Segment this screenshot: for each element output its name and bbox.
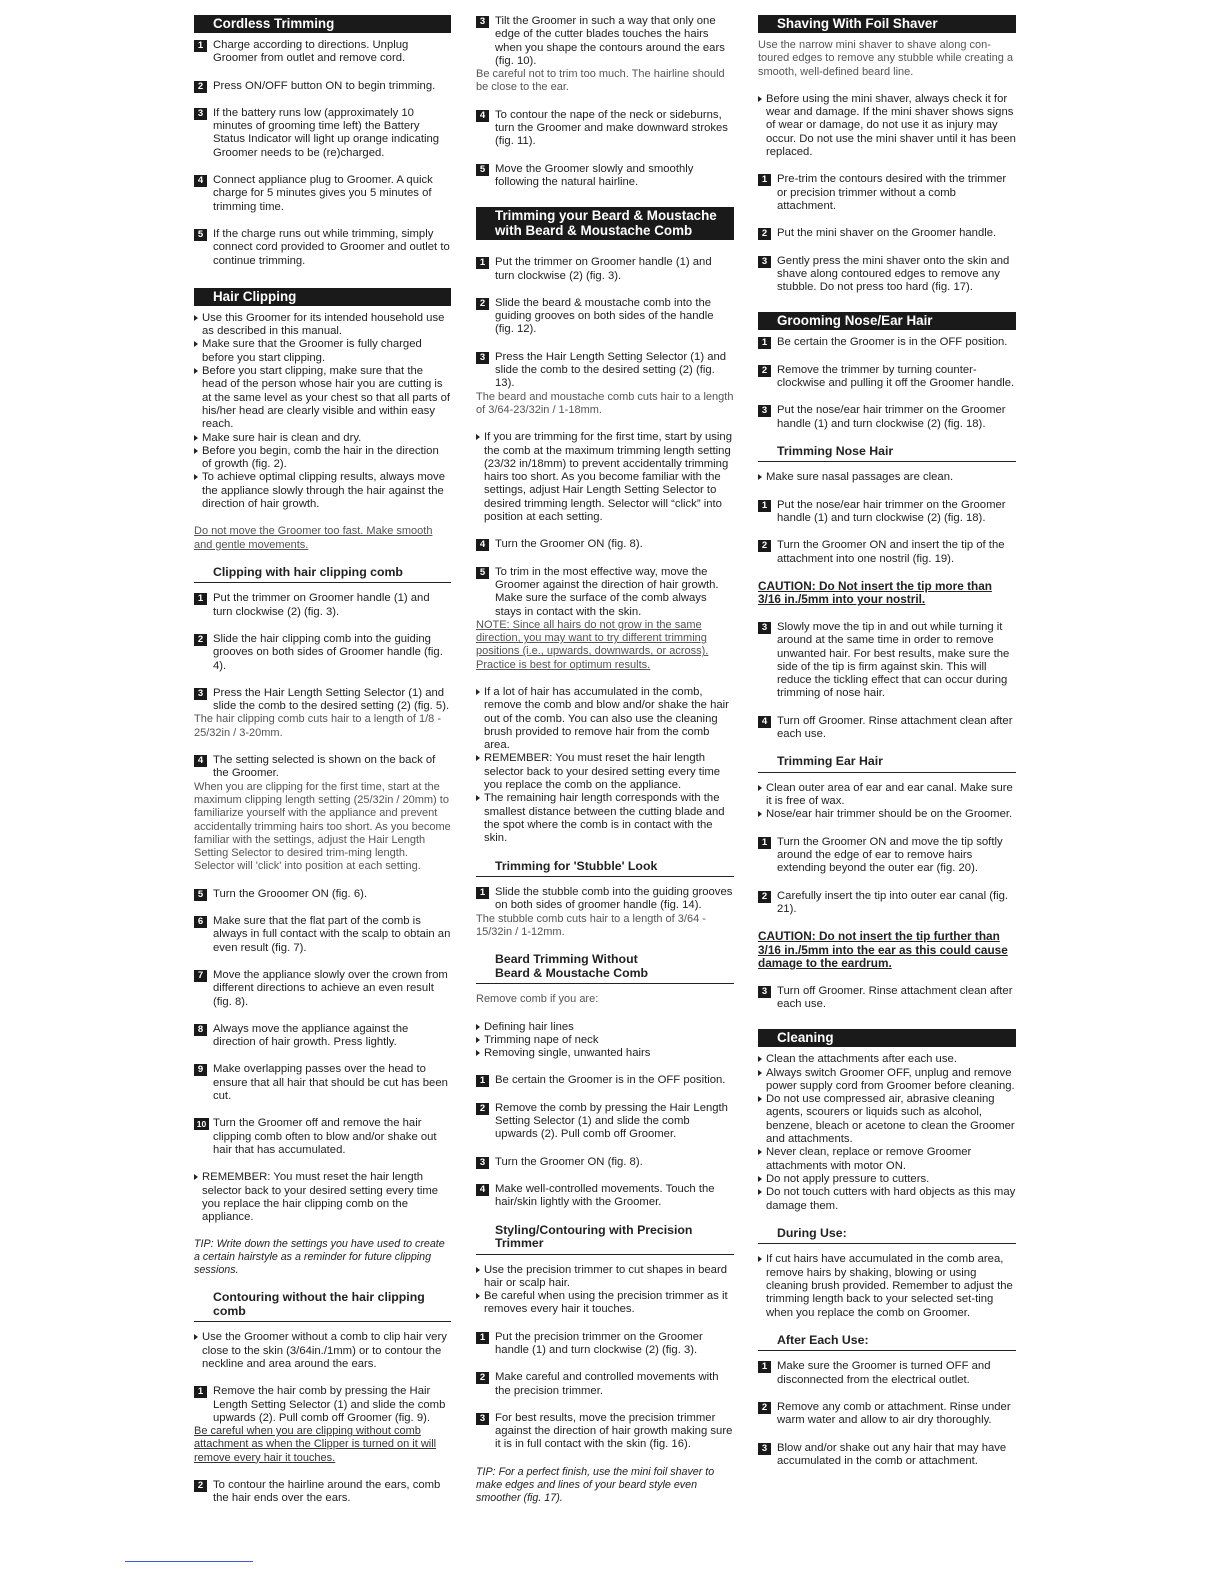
step-text: Move the Groomer slowly and smoothly following the natural hairline. [495, 162, 694, 188]
step-text: Press ON/OFF button ON to begin trimming. [213, 79, 436, 92]
step [476, 538, 734, 551]
step-text: To trim in the most effective way, move the Groomer against the direction of hair growth. Make sure the surface of the comb always stays in contact with the skin. [495, 565, 719, 618]
step-number: 2 [758, 1402, 771, 1414]
step-text: Put the nose/ear hair trimmer on the Groomer handle (1) and turn clockwise (2) (fig. 18). [777, 404, 1006, 430]
step-number: 7 [194, 970, 207, 982]
bullet-item: Before using the mini shaver, always check it for wear and damage. If the mini shaver shows signs of wear or damage, do not use it as injury may occur. Do not use the mini shaver until it has been replaced. [758, 93, 1016, 159]
step [194, 1385, 451, 1425]
step-number: 4 [476, 1184, 489, 1196]
step [476, 15, 734, 68]
step-text: Make overlapping passes over the head to ensure that all hair that should be cut has been cut. [213, 1063, 448, 1103]
step-number: 1 [476, 257, 489, 269]
step [758, 499, 1016, 526]
step [476, 109, 734, 149]
step-text: Slowly move the tip in and out while turning it around at the same time in order to remove unwanted hair. For best results, make sure the side of the tip is firm against skin. This will reduce the tickling effect that can occur during trimming of nose hair. [777, 620, 1010, 700]
step [476, 1371, 734, 1398]
step-text: Slide the beard & moustache comb into the guiding grooves on both sides of the handle (fig. 12). [495, 296, 714, 336]
column-3 [758, 15, 1016, 1482]
step-text: Put the precision trimmer on the Groomer handle (1) and turn clockwise (2) (fig. 3). [495, 1330, 703, 1356]
step [194, 39, 451, 66]
subsection-during-use-title: During Use: [758, 1227, 1016, 1245]
step-number: 9 [194, 1064, 207, 1076]
step [194, 687, 451, 714]
step [758, 1401, 1016, 1428]
bullet-item: If you are trimming for the first time, start by using the comb at the maximum trimming length setting (23/32 in/18mm) to prevent accidentally trimming hairs too short. As you become familiar with the settings, adjust Hair Length Setting Selector to desired trimming length. Selector will “click” into position at each setting. [476, 431, 734, 524]
step-number: 5 [476, 164, 489, 176]
step-text: Be certain the Groomer is in the OFF position. [777, 336, 1008, 349]
bullet-item: Use the precision trimmer to cut shapes in beard hair or scalp hair. [476, 1264, 734, 1291]
step [758, 890, 1016, 917]
title-line-1: Styling/Contouring with Precision [495, 1222, 693, 1237]
step-number: 1 [758, 337, 771, 349]
step-number: 2 [194, 634, 207, 646]
step-text: Carefully insert the tip into outer ear canal (fig. 21). [777, 889, 1009, 915]
bullet-item: Defining hair lines [476, 1021, 734, 1034]
step-text: Press the Hair Length Setting Selector (1) and slide the comb to the desired setting (2) (fig. 13). [495, 350, 727, 390]
step [194, 80, 451, 93]
bullet-item: Use this Groomer for its intended household use as described in this manual. [194, 312, 451, 339]
bullet-item: Never clean, replace or remove Groomer attachments with motor ON. [758, 1146, 1016, 1173]
section-cleaning-title: Cleaning [758, 1029, 1016, 1047]
section-hair-clipping-title: Hair Clipping [194, 288, 451, 306]
step [476, 1156, 734, 1169]
section-beard-moustache-title [476, 207, 734, 240]
step-number: 1 [476, 1332, 489, 1344]
step-number: 4 [194, 175, 207, 187]
title-line-2: Beard & Moustache Comb [495, 965, 649, 980]
step-note: The beard and moustache comb cuts hair to a length of 3/64-23/32in / 1-18mm. [476, 390, 734, 416]
step [476, 1074, 734, 1087]
bullet-item: Clean outer area of ear and ear canal. Make sure it is free of wax. [758, 782, 1016, 809]
step-number: 3 [758, 256, 771, 268]
step-number: 1 [476, 887, 489, 899]
step-text: Slide the hair clipping comb into the guiding grooves on both sides of Groomer handle (fig. 4). [213, 633, 443, 672]
step-note: The stubble comb cuts hair to a length of 3/64 - 15/32in / 1-12mm. [476, 912, 706, 938]
step-number: 1 [758, 500, 771, 512]
step-text: Remove the comb by pressing the Hair Length Setting Selector (1) and slide the comb upwards (2). Pull comb off Groomer. [495, 1101, 728, 1141]
bullet-item: Trimming nape of neck [476, 1034, 734, 1047]
step [194, 107, 451, 160]
section-foil-shaver-title: Shaving With Foil Shaver [758, 15, 1016, 33]
step-number: 8 [194, 1024, 207, 1036]
step [476, 256, 734, 283]
step [758, 539, 1016, 566]
section-nose-ear-title: Grooming Nose/Ear Hair [758, 312, 1016, 330]
step [194, 174, 451, 214]
step [758, 836, 1016, 876]
step-note: The hair clipping comb cuts hair to a length of 1/8 - 25/32in / 3-20mm. [194, 713, 442, 739]
caution-text: CAUTION: Do not insert the tip further than 3/16 in./5mm into the ear as this could cause damage to the eardrum. [758, 929, 1008, 971]
step-number: 5 [194, 229, 207, 241]
column-2 [476, 15, 734, 1519]
caution-text: CAUTION: Do Not insert the tip more than 3/16 in./5mm into your nostril. [758, 578, 992, 607]
step-text: Make sure the Groomer is turned OFF and disconnected from the electrical outlet. [777, 1360, 991, 1386]
step-text: Turn the Groomer ON (fig. 8). [495, 1155, 643, 1168]
subsection-nose-hair-title: Trimming Nose Hair [758, 445, 1016, 463]
step-text: Slide the stubble comb into the guiding grooves on both sides of groomer handle (fig. 14). [495, 886, 733, 912]
bullet-item: If a lot of hair has accumulated in the comb, remove the comb and blow and/or shake the hair out of the comb. You can also use the cleaning brush provided to remove hair from the comb area. [476, 686, 734, 752]
step-text: Remove the trimmer by turning counter-clockwise and pulling it off the Groomer handle. [777, 363, 1015, 390]
step-text: Turn off Groomer. Rinse attachment clean after each use. [777, 984, 1013, 1010]
step-text: Turn the Grooomer ON (fig. 6). [213, 887, 368, 900]
step [758, 404, 1016, 431]
step [758, 255, 1016, 295]
step [758, 364, 1016, 391]
step [476, 1412, 734, 1452]
step [194, 1063, 451, 1103]
step-text: Put the trimmer on Groomer handle (1) and turn clockwise (2) (fig. 3). [213, 592, 430, 618]
step-text: Blow and/or shake out any hair that may have accumulated in the comb or attachment. [777, 1441, 1007, 1467]
step-text: If the charge runs out while trimming, simply connect cord provided to Groomer and outlet to continue trimming. [213, 227, 450, 267]
step-number: 1 [476, 1075, 489, 1087]
step-number: 2 [476, 1372, 489, 1384]
step-text: Put the trimmer on Groomer handle (1) and turn clockwise (2) (fig. 3). [495, 256, 712, 282]
step-text: Be certain the Groomer is in the OFF position. [495, 1074, 726, 1087]
step-text: Gently press the mini shaver onto the skin and shave along contoured edges to remove any stubble. Do not press too hard (fig. 17). [777, 254, 1010, 294]
title-line-2: with Beard & Moustache Comb [495, 223, 693, 239]
title-line-1: Beard Trimming Without [495, 952, 638, 967]
step [476, 886, 734, 913]
step-text: Put the mini shaver on the Groomer handle. [777, 227, 997, 240]
step [194, 592, 451, 619]
bullet-item: If cut hairs have accumulated in the comb area, remove hairs by shaking, blowing or using cleaning brush provided. Remember to adjust the trimming length back to your selected set-ting when you replace the comb on Groomer. [758, 1253, 1016, 1319]
step-text: Turn the Groomer ON and insert the tip of the attachment into one nostril (fig. 19). [777, 539, 1005, 565]
step [194, 754, 451, 781]
bullet-item: Use the Groomer without a comb to clip hair very close to the skin (3/64in./1mm) or to contour the neckline and area around the ears. [194, 1331, 451, 1371]
step-note: Be careful not to trim too much. The hairline should be close to the ear. [476, 68, 725, 94]
step-number: 2 [758, 540, 771, 552]
step-number: 2 [758, 228, 771, 240]
title-line-1: Trimming your Beard & Moustache [495, 208, 717, 224]
subsection-styling-title [476, 1224, 734, 1255]
step [476, 351, 734, 391]
step-text: Pre-trim the contours desired with the trimmer or precision trimmer without a comb attachment. [777, 173, 1007, 212]
step-text: If the battery runs low (approximately 10 minutes of grooming time left) the Battery Status Indicator will light up orange indicating Groomer needs to be (re)charged. [213, 106, 440, 159]
step [194, 1479, 451, 1506]
step-number: 6 [194, 916, 207, 928]
step-number: 3 [758, 405, 771, 417]
step-number: 5 [194, 889, 207, 901]
bullet-item: Always switch Groomer OFF, unplug and remove power supply cord from Groomer before cleaning. [758, 1067, 1016, 1094]
subsection-contouring-title: Contouring without the hair clipping comb [194, 1291, 451, 1322]
step-text: Turn off Groomer. Rinse attachment clean after each use. [777, 714, 1013, 740]
step-number: 3 [476, 352, 489, 364]
step-note: When you are clipping for the first time, start at the maximum clipping length setting (25/32in / 20mm) to familiarize yourself with the appliance and prevent accidentally trimming hairs too short. As you become familiar with the settings, adjust the Hair Length Setting Selector to desired trim-ming length. Selector will 'click' into position at each setting. [194, 780, 451, 873]
step-number: 4 [194, 755, 207, 767]
step-text: Always move the appliance against the direction of hair growth. Press lightly. [213, 1022, 409, 1049]
subsection-stubble-title: Trimming for 'Stubble' Look [476, 860, 734, 878]
step-number: 2 [194, 81, 207, 93]
step-number: 5 [476, 567, 489, 579]
step [194, 633, 451, 673]
step-text: For best results, move the precision trimmer against the direction of hair growth making sure it is in full contact with the skin (fig. 16). [495, 1411, 733, 1451]
step-text: Charge according to directions. Unplug Groomer from outlet and remove cord. [213, 39, 409, 65]
step [194, 915, 451, 955]
step-number: 3 [758, 986, 771, 998]
step-number: 2 [476, 298, 489, 310]
step [476, 566, 734, 619]
step-text: Make well-controlled movements. Touch the hair/skin lightly with the Groomer. [495, 1182, 715, 1209]
bullet-item: Be careful when using the precision trimmer as it removes every hair it touches. [476, 1290, 734, 1317]
step-text: Remove any comb or attachment. Rinse under warm water and allow to air dry thoroughly. [777, 1400, 1011, 1427]
step-number: 1 [758, 837, 771, 849]
step-number: 1 [194, 40, 207, 52]
step [758, 1360, 1016, 1387]
step [758, 985, 1016, 1012]
step [194, 1023, 451, 1050]
step-text: Tilt the Groomer in such a way that only one edge of the cutter blades touches the hairs when you shape the contours around the ears (fig. 10). [495, 15, 725, 67]
step-text: Remove the hair comb by pressing the Hair Length Setting Selector (1) and slide the comb upwards (2). Pull comb off Groomer (fig. 9). [213, 1385, 446, 1424]
bullet-item: To achieve optimal clipping results, always move the appliance slowly through the hair against the direction of hair growth. [194, 471, 451, 511]
step [194, 969, 451, 1009]
step-text: Make sure that the flat part of the comb is always in full contact with the scalp to obtain an even result (fig. 7). [213, 915, 451, 954]
step-text: Put the nose/ear hair trimmer on the Groomer handle (1) and turn clockwise (2) (fig. 18). [777, 498, 1006, 525]
step-number: 1 [758, 174, 771, 186]
step-number: 4 [758, 716, 771, 728]
bullet-item: Removing single, unwanted hairs [476, 1047, 734, 1060]
bullet-item: Make sure nasal passages are clean. [758, 471, 1016, 484]
step-number: 4 [476, 110, 489, 122]
subsection-after-use-title: After Each Use: [758, 1334, 1016, 1352]
tip-text: TIP: For a perfect finish, use the mini foil shaver to make edges and lines of your beard style even smoother (fig. 17). [476, 1465, 715, 1504]
title-line-2: Trimmer [495, 1236, 544, 1250]
step-number: 3 [476, 16, 489, 28]
step-text: Turn the Groomer off and remove the hair clipping comb often to blow and/or shake out hair that has accumulated. [213, 1117, 437, 1156]
subsection-without-comb-title [476, 953, 734, 984]
bullet-item: Do not apply pressure to cutters. [758, 1173, 1016, 1186]
bullet-item: REMEMBER: You must reset the hair length selector back to your desired setting every time you replace the comb on the appliance. [476, 752, 734, 792]
bullet-item: Make sure hair is clean and dry. [194, 432, 451, 445]
step-text: Move the appliance slowly over the crown from different directions to achieve an even result (fig. 8). [213, 968, 448, 1008]
step-text: The setting selected is shown on the back of the Groomer. [213, 754, 436, 780]
step [476, 297, 734, 337]
step-number: 2 [758, 891, 771, 903]
step-number: 1 [194, 1386, 207, 1398]
step-number: 4 [476, 539, 489, 551]
step [194, 228, 451, 268]
warning-note: Be careful when you are clipping without comb attachment as when the Clipper is turned on it will remove every hair it touches. [194, 1425, 437, 1464]
step-number: 3 [194, 108, 207, 120]
note-text: NOTE: Since all hairs do not grow in the same direction, you may want to try different trimming positions (i.e., upwards, downwards, or across). Practice is best for optimum results. [476, 618, 709, 671]
step-number: 2 [476, 1103, 489, 1115]
subsection-clipping-comb-title: Clipping with hair clipping comb [194, 566, 451, 584]
step-number: 2 [194, 1480, 207, 1492]
step [476, 163, 734, 190]
intro-text: Use the narrow mini shaver to shave along con-toured edges to remove any stubble while creating a smooth, well-defined beard line. [758, 39, 1013, 78]
step-number: 3 [758, 1443, 771, 1455]
bullet-item: The remaining hair length corresponds with the smallest distance between the cutting blade and the spot where the comb is in contact with the skin. [476, 792, 734, 845]
step-number: 3 [758, 622, 771, 634]
bullet-item: REMEMBER: You must reset the hair length selector back to your desired setting every time you replace the hair clipping comb on the appliance. [194, 1171, 451, 1224]
step-number: 3 [476, 1157, 489, 1169]
bullet-item: Before you begin, comb the hair in the direction of growth (fig. 2). [194, 445, 451, 472]
step [476, 1183, 734, 1210]
step-number: 1 [758, 1361, 771, 1373]
step [194, 1117, 451, 1157]
step [476, 1331, 734, 1358]
section-cordless-trimming-title: Cordless Trimming [194, 15, 451, 33]
tip-text: TIP: Write down the settings you have used to create a certain hairstyle as a reminder for future clipping sessions. [194, 1238, 445, 1277]
subsection-ear-hair-title: Trimming Ear Hair [758, 755, 1016, 773]
step-text: Press the Hair Length Setting Selector (1) and slide the comb to the desired setting (2) (fig. 5). [213, 686, 450, 713]
intro-text: Remove comb if you are: [476, 993, 599, 1006]
step [758, 715, 1016, 742]
bullet-item: Before you start clipping, make sure that the head of the person whose hair you are cutting is at the same level as your chest so that all parts of his/her head are clearly visible and within easy reach. [194, 365, 451, 431]
step [194, 888, 451, 901]
column-1 [194, 15, 451, 1520]
step-text: Turn the Groomer ON (fig. 8). [495, 538, 643, 551]
step-number: 3 [476, 1413, 489, 1425]
step [476, 1102, 734, 1142]
bullet-item: Nose/ear hair trimmer should be on the Groomer. [758, 808, 1016, 821]
bullet-item: Clean the attachments after each use. [758, 1053, 1016, 1066]
step-number: 1 [194, 593, 207, 605]
step-text: Connect appliance plug to Groomer. A quick charge for 5 minutes gives you 5 minutes of trimming time. [213, 174, 433, 213]
step-number: 10 [194, 1118, 209, 1130]
step [758, 621, 1016, 701]
step-text: Make careful and controlled movements with the precision trimmer. [495, 1371, 719, 1397]
step [758, 336, 1016, 349]
step [758, 1442, 1016, 1469]
footnote-rule [125, 1561, 253, 1562]
bullet-item: Make sure that the Groomer is fully charged before you start clipping. [194, 338, 451, 365]
step-number: 3 [194, 688, 207, 700]
bullet-item: Do not touch cutters with hard objects as this may damage them. [758, 1186, 1016, 1213]
step-text: To contour the nape of the neck or sideburns, turn the Groomer and make downward strokes (fig. 11). [495, 108, 728, 148]
step-text: Turn the Groomer ON and move the tip softly around the edge of ear to remove hairs extending beyond the outer ear (fig. 20). [777, 835, 1003, 875]
bullet-item: Do not use compressed air, abrasive cleaning agents, scourers or liquids such as alcohol, benzene, bleach or acetone to clean the Groomer and attachments. [758, 1093, 1016, 1146]
step [758, 173, 1016, 213]
warning-note: Do not move the Groomer too fast. Make smooth and gentle movements. [194, 525, 433, 551]
step-number: 2 [758, 365, 771, 377]
step [758, 227, 1016, 240]
step-text: To contour the hairline around the ears, comb the hair ends over the ears. [213, 1479, 441, 1505]
